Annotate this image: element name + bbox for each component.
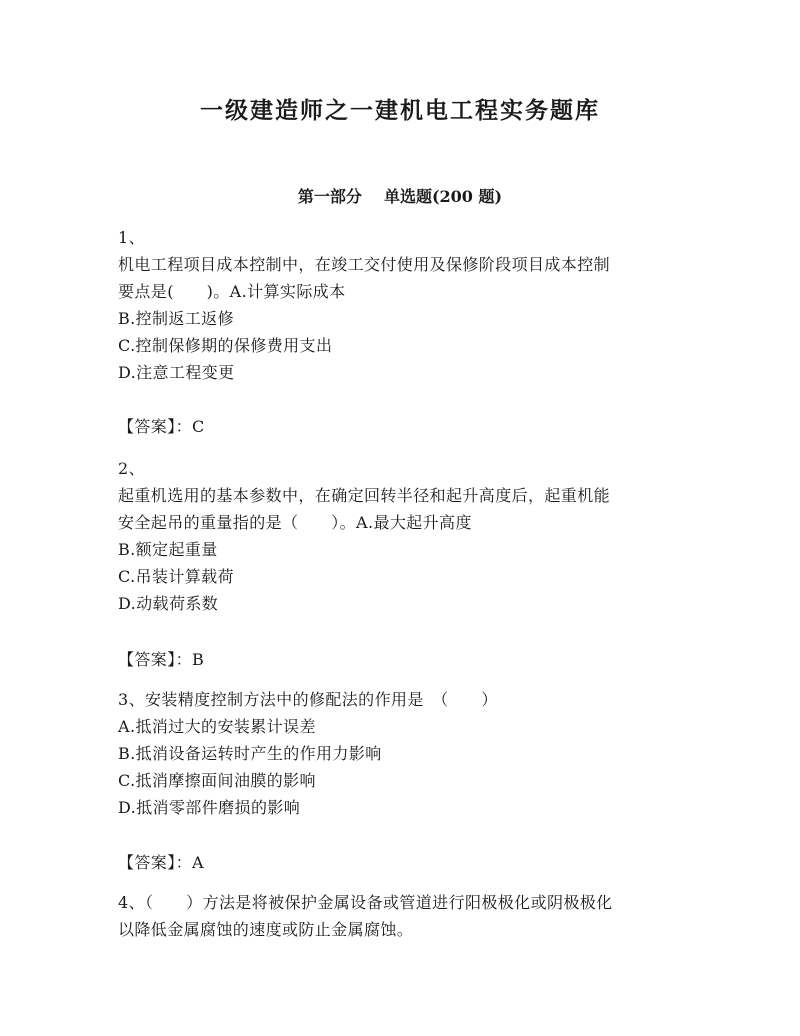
section-heading bbox=[0, 184, 800, 207]
question-3-answer: 【答案】：A bbox=[118, 853, 204, 872]
question-1-option-d: D.注意工程变更 bbox=[118, 363, 235, 382]
question-2-option-b: B.额定起重量 bbox=[118, 540, 218, 559]
question-2-number: 2、 bbox=[118, 459, 145, 478]
question-3-option-d: D.抵消零部件磨损的影响 bbox=[118, 798, 301, 817]
question-1-option-b: B.控制返工返修 bbox=[118, 309, 235, 328]
question-2-answer: 【答案】：B bbox=[118, 650, 205, 669]
question-2-option-d: D.动载荷系数 bbox=[118, 594, 219, 613]
question-3-stem-line-1: 3、安装精度控制方法中的修配法的作用是 （ ） bbox=[118, 690, 498, 709]
question-1-number: 1、 bbox=[118, 228, 145, 247]
section-name: 单选题(200 题) bbox=[383, 187, 503, 206]
question-2-stem-line-2: 安全起吊的重量指的是（ ）。A.最大起升高度 bbox=[118, 513, 472, 532]
question-2-option-c: C.吊装计算载荷 bbox=[118, 567, 234, 586]
question-4-stem-line-1: 4、（ ）方法是将被保护金属设备或管道进行阳极极化或阴极极化 bbox=[118, 893, 613, 912]
question-1-stem-line-2: 要点是( )。A.计算实际成本 bbox=[118, 282, 346, 301]
question-1-stem-line-1: 机电工程项目成本控制中，在竣工交付使用及保修阶段项目成本控制 bbox=[118, 255, 611, 274]
question-3-option-a: A.抵消过大的安装累计误差 bbox=[118, 717, 316, 736]
document-title: 一级建造师之一建机电工程实务题库 bbox=[200, 97, 600, 124]
question-3-option-c: C.抵消摩擦面间油膜的影响 bbox=[118, 771, 316, 790]
question-3-option-b: B.抵消设备运转时产生的作用力影响 bbox=[118, 744, 382, 763]
section-label: 第一部分 bbox=[297, 187, 362, 206]
question-1-option-c: C.控制保修期的保修费用支出 bbox=[118, 336, 333, 355]
question-1-answer: 【答案】：C bbox=[118, 417, 205, 436]
question-2-stem-line-1: 起重机选用的基本参数中，在确定回转半径和起升高度后，起重机能 bbox=[118, 486, 611, 505]
question-4-stem-line-2: 以降低金属腐蚀的速度或防止金属腐蚀。 bbox=[118, 920, 414, 939]
